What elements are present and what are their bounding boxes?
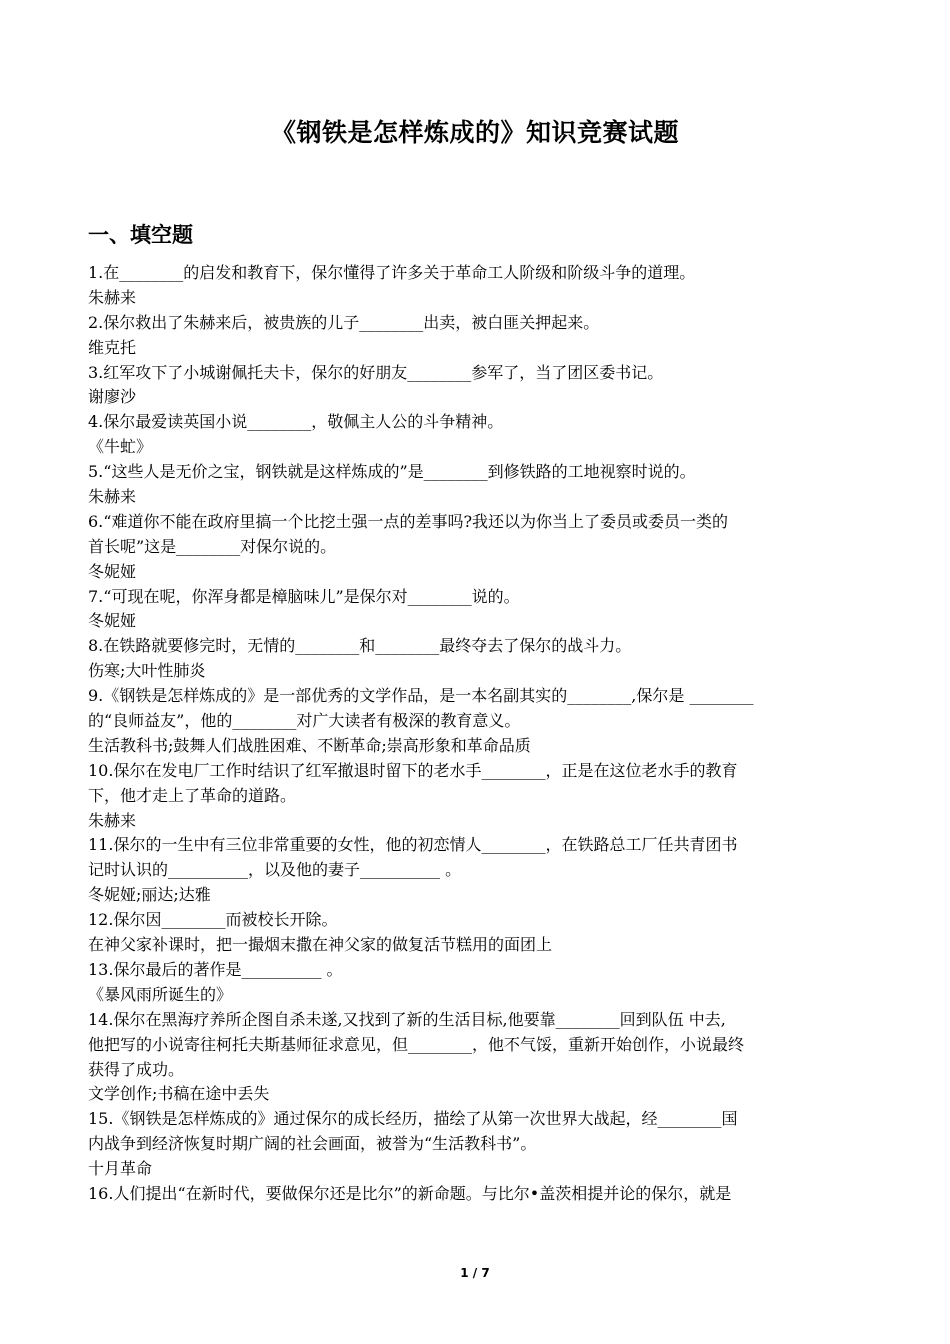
question-3-text: 3.红军攻下了小城谢佩托夫卡，保尔的好朋友________参军了，当了团区委书记。 [88, 362, 664, 382]
question-8-text: 8.在铁路就要修完时，无情的________和________最终夺去了保尔的战斗力。 [88, 636, 632, 656]
question-16-text-line-1: 16.人们提出“在新时代，要做保尔还是比尔”的新命题。与比尔•盖茨相提并论的保尔，就是 [88, 1183, 732, 1203]
question-10-text-line-2: 下，他才走上了革命的道路。 [88, 785, 297, 805]
answer-12: 在神父家补课时，把一撮烟末撒在神父家的做复活节糕用的面团上 [88, 935, 553, 955]
answer-9: 生活教科书;鼓舞人们战胜困难、不断革命;崇高形象和革命品质 [88, 735, 531, 755]
answer-11: 冬妮娅;丽达;达雅 [88, 885, 211, 905]
question-9-text-line-1: 9.《钢铁是怎样炼成的》是一部优秀的文学作品，是一本名副其实的________,保尔是 ________ [88, 686, 754, 706]
question-15-text-line-1: 15.《钢铁是怎样炼成的》通过保尔的成长经历，描绘了从第一次世界大战起，经________国 [88, 1109, 738, 1129]
question-10-text-line-1: 10.保尔在发电厂工作时结识了红军撤退时留下的老水手________，正是在这位老水手的教育 [88, 760, 738, 780]
question-11-text-line-2: 记时认识的__________，以及他的妻子__________ 。 [88, 860, 462, 880]
answer-7: 冬妮娅 [88, 611, 137, 631]
question-12-text: 12.保尔因________而被校长开除。 [88, 910, 338, 930]
question-13-text: 13.保尔最后的著作是__________ 。 [88, 959, 343, 979]
answer-6: 冬妮娅 [88, 561, 137, 581]
question-2-text: 2.保尔救出了朱赫来后，被贵族的儿子________出卖，被白匪关押起来。 [88, 312, 600, 332]
question-list [88, 261, 866, 1207]
question-11-text-line-1: 11.保尔的一生中有三位非常重要的女性，他的初恋情人________，在铁路总工厂任共青团书 [88, 835, 738, 855]
answer-15: 十月革命 [88, 1159, 153, 1179]
question-1-text: 1.在________的启发和教育下，保尔懂得了许多关于革命工人阶级和阶级斗争的道理。 [88, 263, 696, 282]
question-4-text: 4.保尔最爱读英国小说________，敬佩主人公的斗争精神。 [88, 412, 504, 432]
question-14-text-line-1: 14.保尔在黑海疗养所企图自杀未遂,又找到了新的生活目标,他要靠________回到队伍 中去, [88, 1009, 726, 1029]
page-number: 1 / 7 [460, 1266, 490, 1280]
question-14-text-line-2: 他把写的小说寄往柯托夫斯基师征求意见，但________，他不气馁，重新开始创作，小说最终 [88, 1034, 745, 1054]
answer-8: 伤寒;大叶性肺炎 [88, 661, 206, 681]
question-5-text: 5.“这些人是无价之宝，钢铁就是这样炼成的”是________到修铁路的工地视察时说的。 [88, 462, 696, 482]
question-15-text-line-2: 内战争到经济恢复时期广阔的社会画面，被誉为“生活教科书”。 [88, 1134, 537, 1154]
question-9-text-line-2: 的“良师益友”，他的________对广大读者有极深的教育意义。 [88, 711, 521, 731]
answer-14: 文学创作;书稿在途中丢失 [88, 1084, 270, 1104]
document-title: 《钢铁是怎样炼成的》知识竞赛试题 [270, 118, 679, 147]
answer-13: 《暴风雨所诞生的》 [88, 984, 233, 1004]
answer-2: 维克托 [88, 337, 137, 357]
answer-3: 谢廖沙 [88, 387, 137, 407]
section-heading: 一、填空题 [88, 223, 193, 247]
question-6-text-line-2: 首长呢”这是________对保尔说的。 [88, 536, 337, 556]
question-7-text: 7.“可现在呢，你浑身都是樟脑味儿”是保尔对________说的。 [88, 586, 520, 606]
answer-10: 朱赫来 [88, 810, 137, 830]
answer-5: 朱赫来 [88, 487, 137, 507]
answer-1: 朱赫来 [88, 287, 137, 307]
question-14-text-line-3: 获得了成功。 [88, 1059, 185, 1079]
question-6-text-line-1: 6.“难道你不能在政府里搞一个比挖土强一点的差事吗?我还以为你当上了委员或委员一类的 [88, 511, 729, 531]
answer-4: 《牛虻》 [88, 437, 153, 457]
